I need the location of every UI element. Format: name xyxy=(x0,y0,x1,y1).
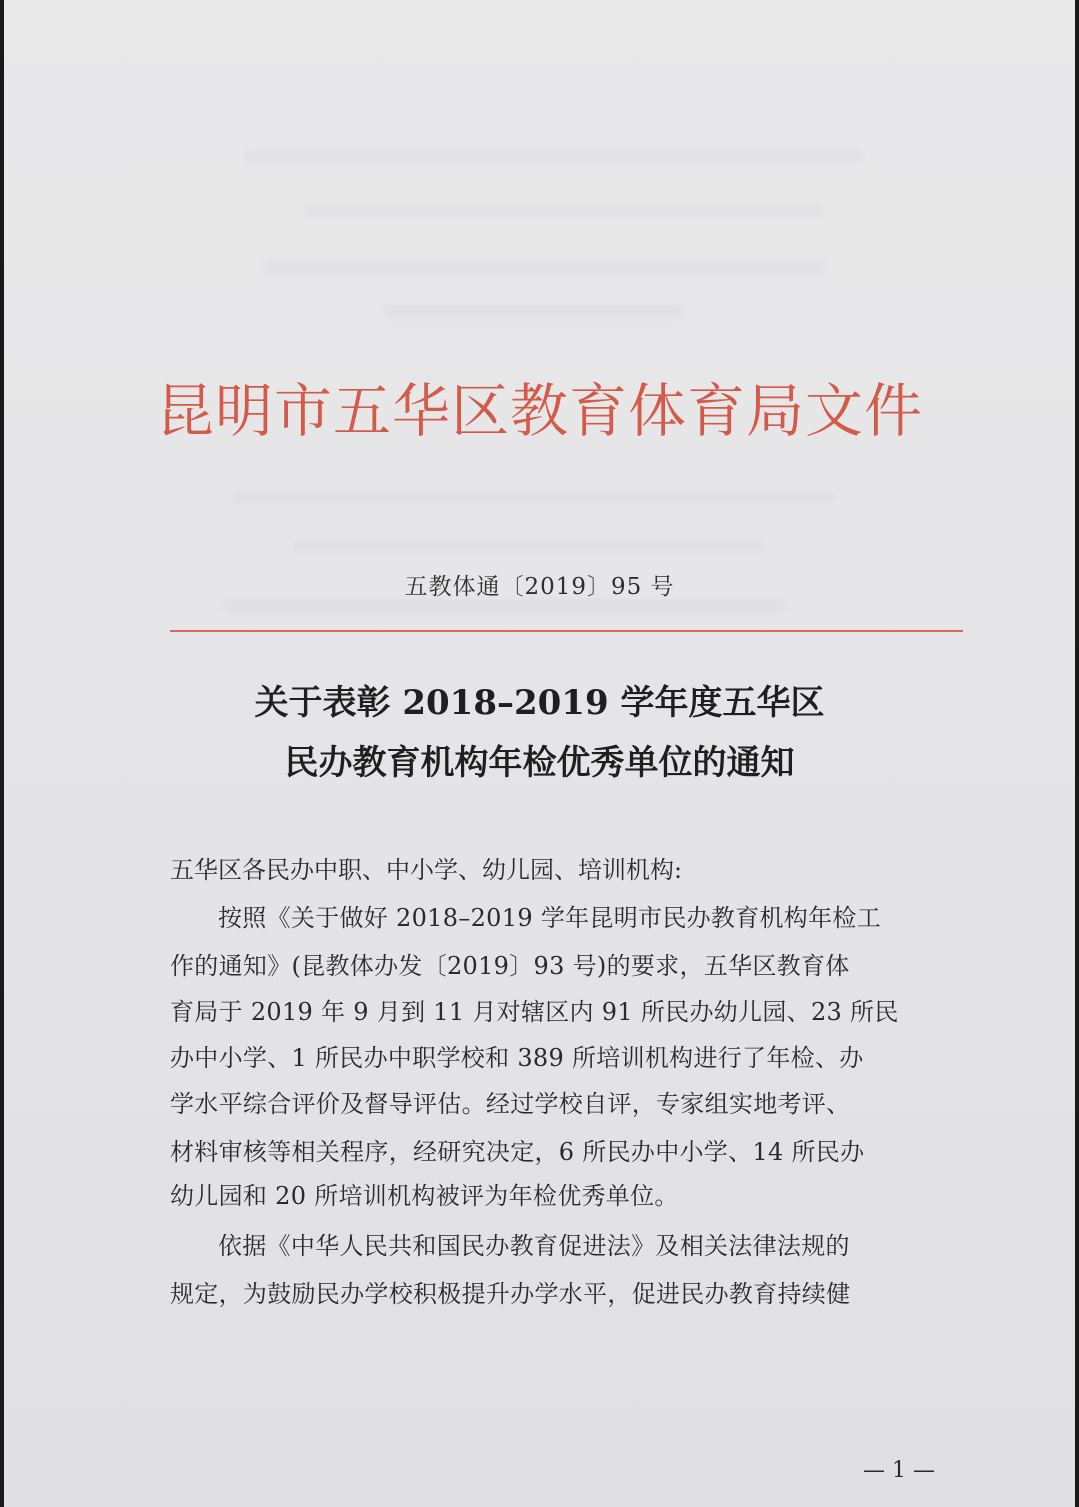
paragraph1-line: 材料审核等相关程序，经研究决定，6 所民办中小学、14 所民办 xyxy=(170,1138,865,1166)
salutation: 五华区各民办中职、中小学、幼儿园、培训机构: xyxy=(170,856,683,884)
show-through-mark xyxy=(304,205,824,217)
page-number: — 1 — xyxy=(863,1458,935,1483)
show-through-mark xyxy=(234,492,834,504)
paragraph1-line: 育局于 2019 年 9 月到 11 月对辖区内 91 所民办幼儿园、23 所民 xyxy=(170,998,899,1026)
notice-title-line-1: 关于表彰 2018–2019 学年度五华区 xyxy=(254,683,825,723)
document-number: 五教体通〔2019〕95 号 xyxy=(404,574,675,600)
paragraph1-line: 学水平综合评价及督导评估。经过学校自评，专家组实地考评、 xyxy=(170,1090,851,1118)
paragraph1-line: 幼儿园和 20 所培训机构被评为年检优秀单位。 xyxy=(170,1182,679,1210)
show-through-mark xyxy=(384,305,684,317)
show-through-mark xyxy=(244,150,864,162)
red-separator-line xyxy=(170,630,963,632)
document-page xyxy=(4,0,1075,1507)
show-through-mark xyxy=(294,540,764,552)
show-through-mark xyxy=(224,600,784,612)
paragraph1-line: 办中小学、1 所民办中职学校和 389 所培训机构进行了年检、办 xyxy=(170,1044,864,1072)
issuing-authority-header: 昆明市五华区教育体育局文件 xyxy=(155,377,923,445)
paragraph1-line: 按照《关于做好 2018–2019 学年昆明市民办教育机构年检工 xyxy=(218,904,882,932)
show-through-mark xyxy=(264,262,824,274)
paragraph2-line: 规定，为鼓励民办学校积极提升办学水平，促进民办教育持续健 xyxy=(170,1280,851,1308)
paragraph2-line: 依据《中华人民共和国民办教育促进法》及相关法律法规的 xyxy=(218,1232,850,1260)
notice-title-line-2: 民办教育机构年检优秀单位的通知 xyxy=(284,743,795,783)
paragraph1-line: 作的通知》(昆教体办发〔2019〕93 号)的要求，五华区教育体 xyxy=(170,952,850,980)
